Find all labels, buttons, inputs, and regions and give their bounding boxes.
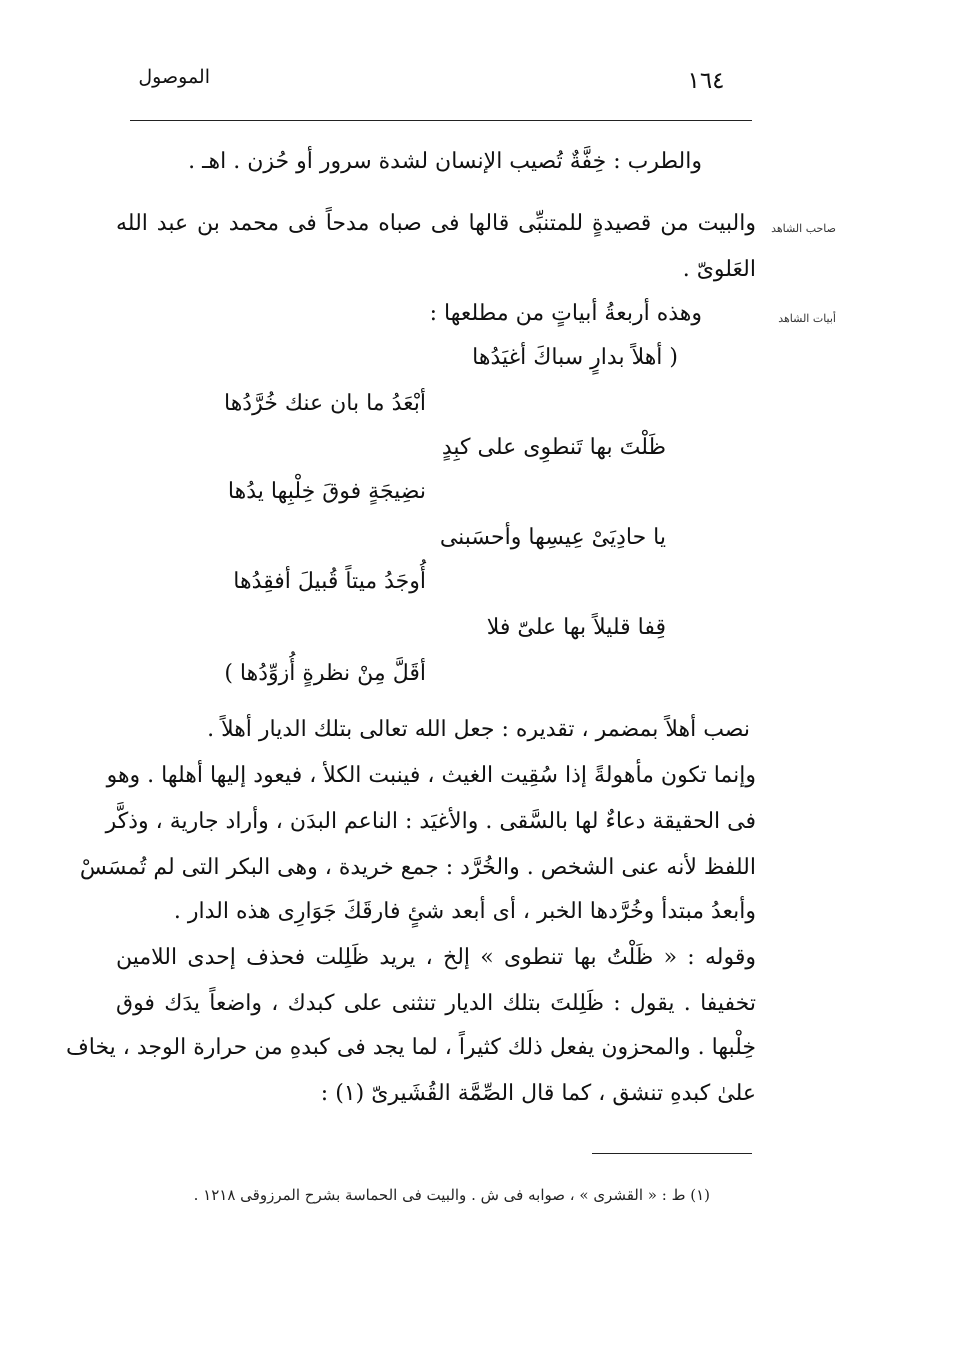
margin-note-poet: صاحب الشاهد [771, 222, 836, 235]
paragraph-tarab: والطرب : خِفَّةٌ تُصيب الإنسان لشدة سرور أو حُزن . اهـ . [188, 149, 702, 174]
paragraph-poem-source: والبيت من قصيدةٍ للمتنبِّى قالها فى صباه مدحاً فى محمد بن عبد الله [116, 211, 756, 236]
margin-note-verses: أبيات الشاهد [778, 312, 836, 325]
footnote: (١) ط : « القشرى » ، صوابه فى ش . والبيت فى الحماسة بشرح المرزوقى ١٢١٨ . [193, 1186, 710, 1204]
page-number: ١٦٤ [687, 68, 725, 94]
commentary-line: خِلْبها . والمحزون يفعل ذلك كثيراً ، لما يجد فى كبدهِ من حرارة الوجد ، يخاف [65, 1035, 756, 1060]
commentary-line: تخفيفا . يقول : ظَلِلتَ بتلك الديار تنثنى على كبدك ، واضعاً يدَك فوق [116, 991, 756, 1016]
commentary-line: فى الحقيقة دعاءٌ لها بالسَّقى . والأغيَد : الناعم البدَن ، وأراد جارية ، وذكَّر [105, 809, 756, 834]
running-title: الموصول [138, 66, 210, 88]
commentary-line: نصب أهلاً بمضمر ، تقديره : جعل الله تعالى بتلك الديار أهلاً . [207, 717, 750, 742]
header-rule [130, 120, 752, 121]
paragraph-verses-intro: وهذه أربعةُ أبياتٍ من مطلعها : [429, 301, 702, 326]
poem-verse-1b: أبْعَدُ ما بان عنك خُرَّدُها [224, 391, 426, 416]
poem-verse-4b: أقَلَّ مِنْ نظرةٍ أُزوِّدُها ) [224, 661, 426, 686]
commentary-line: وقوله : « ظَلْتُ بها تنطوى » إلخ ، يريد ظَلِلت فحذف إحدى اللامين [116, 945, 756, 970]
footnote-rule [592, 1153, 752, 1154]
poem-verse-4a: قِفا قليلاً بها علىّ فلا [486, 615, 666, 640]
poem-verse-2a: ظَلْتَ بها تَنطوِى على كبِدٍ [441, 435, 666, 460]
poem-verse-3a: يا حادِيَىْ عِيسِها وأحسَبنى [439, 525, 666, 550]
poem-verse-3b: أُوجَدُ ميتاً قُبيلَ أفقِدُها [233, 569, 426, 594]
commentary-line: وأبعدُ مبتدأ وخُرَّدها الخبر ، أى أبعد شئٍ فارقَكَ جَوَارِى هذه الدار . [173, 899, 756, 924]
paragraph-poem-source-end: العَلوىّ . [682, 257, 756, 282]
poem-verse-1a: ( أهلاً بدارٍ سباكَ أغيَدُها [472, 345, 678, 370]
poem-verse-2b: نضِيجَةٍ فوقَ خِلْبِها يدُها [227, 479, 426, 504]
commentary-line: علىٰ كبدهِ تنشق ، كما قال الصِّمَّة القُشَيرىّ (١) : [320, 1081, 756, 1106]
commentary-line: وإنما تكون مأهولةً إذا سُقِيت الغيث ، فينبت الكلأ ، فيعود إليها أهلها . وهو [106, 763, 756, 788]
commentary-line: اللفظ لأنه عنى الشخص . والخُرَّد : جمع خريدة ، وهى البكر التى لم تُمسَسْ [79, 855, 756, 880]
